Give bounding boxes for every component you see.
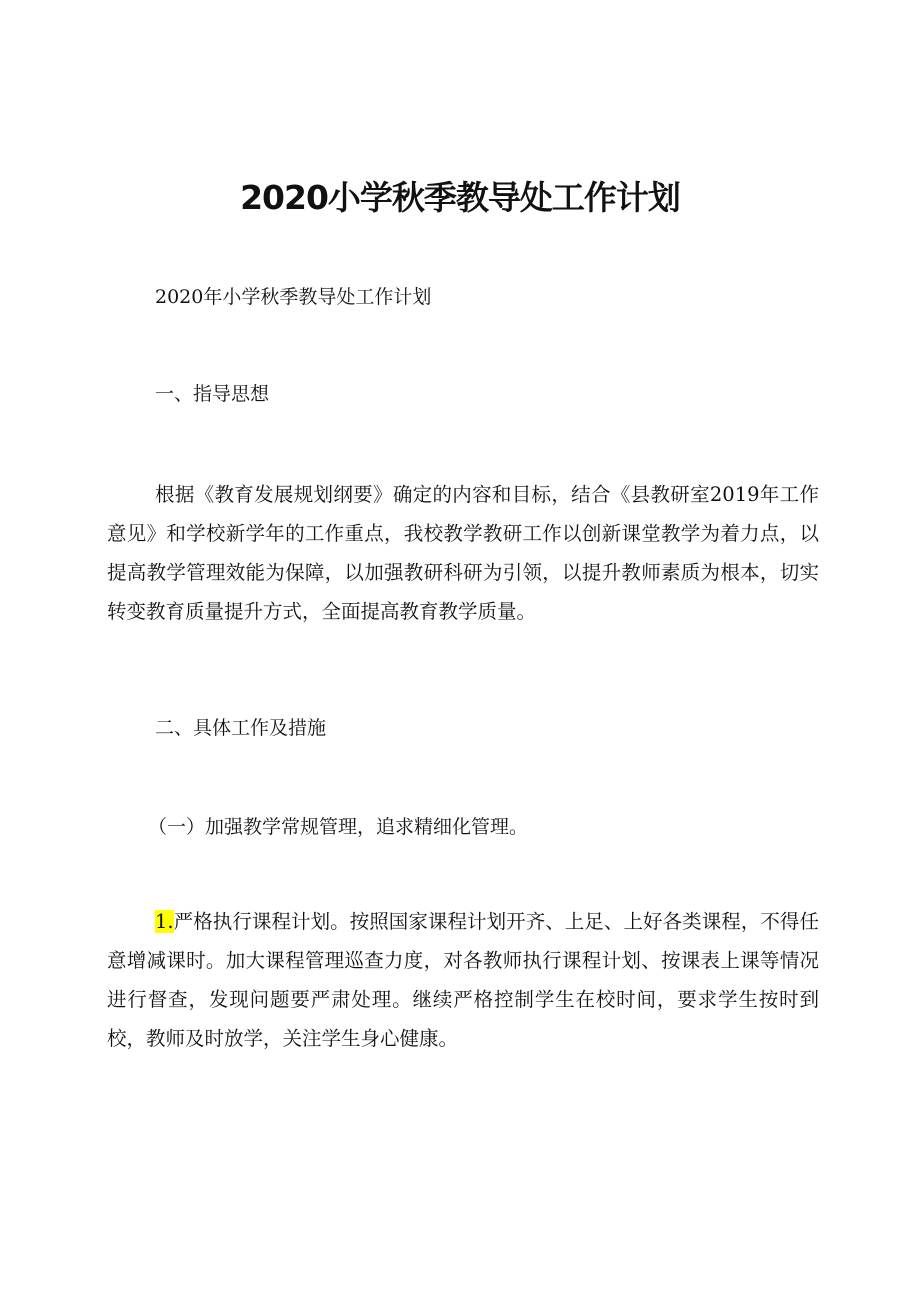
section-heading-measures: 二、具体工作及措施 bbox=[155, 717, 327, 739]
item-number-highlight: 1. bbox=[155, 910, 174, 933]
item-1-paragraph bbox=[107, 902, 819, 1058]
section-heading-guiding-ideology: 一、指导思想 bbox=[155, 383, 270, 405]
document-subtitle: 2020年小学秋季教导处工作计划 bbox=[155, 286, 432, 308]
guiding-ideology-paragraph: 根据《教育发展规划纲要》确定的内容和目标，结合《县教研室2019年工作意见》和学校新学年的工作重点，我校教学教研工作以创新课堂教学为着力点，以提高教学管理效能为保障，以加强教研科研为引领，以提升教师素质为根本，切实转变教育质量提升方式，全面提高教育教学质量。 bbox=[107, 483, 819, 623]
document-title: 2020小学秋季教导处工作计划 bbox=[240, 178, 680, 217]
item-1-text: 严格执行课程计划。按照国家课程计划开齐、上足、上好各类课程，不得任意增减课时。加大课程管理巡查力度，对各教师执行课程计划、按课表上课等情况进行督查，发现问题要严肃处理。继续严格控制学生在校时间，要求学生按时到校，教师及时放学，关注学生身心健康。 bbox=[107, 910, 819, 1050]
subsection-heading-routine-management: （一）加强教学常规管理，追求精细化管理。 bbox=[148, 816, 529, 838]
